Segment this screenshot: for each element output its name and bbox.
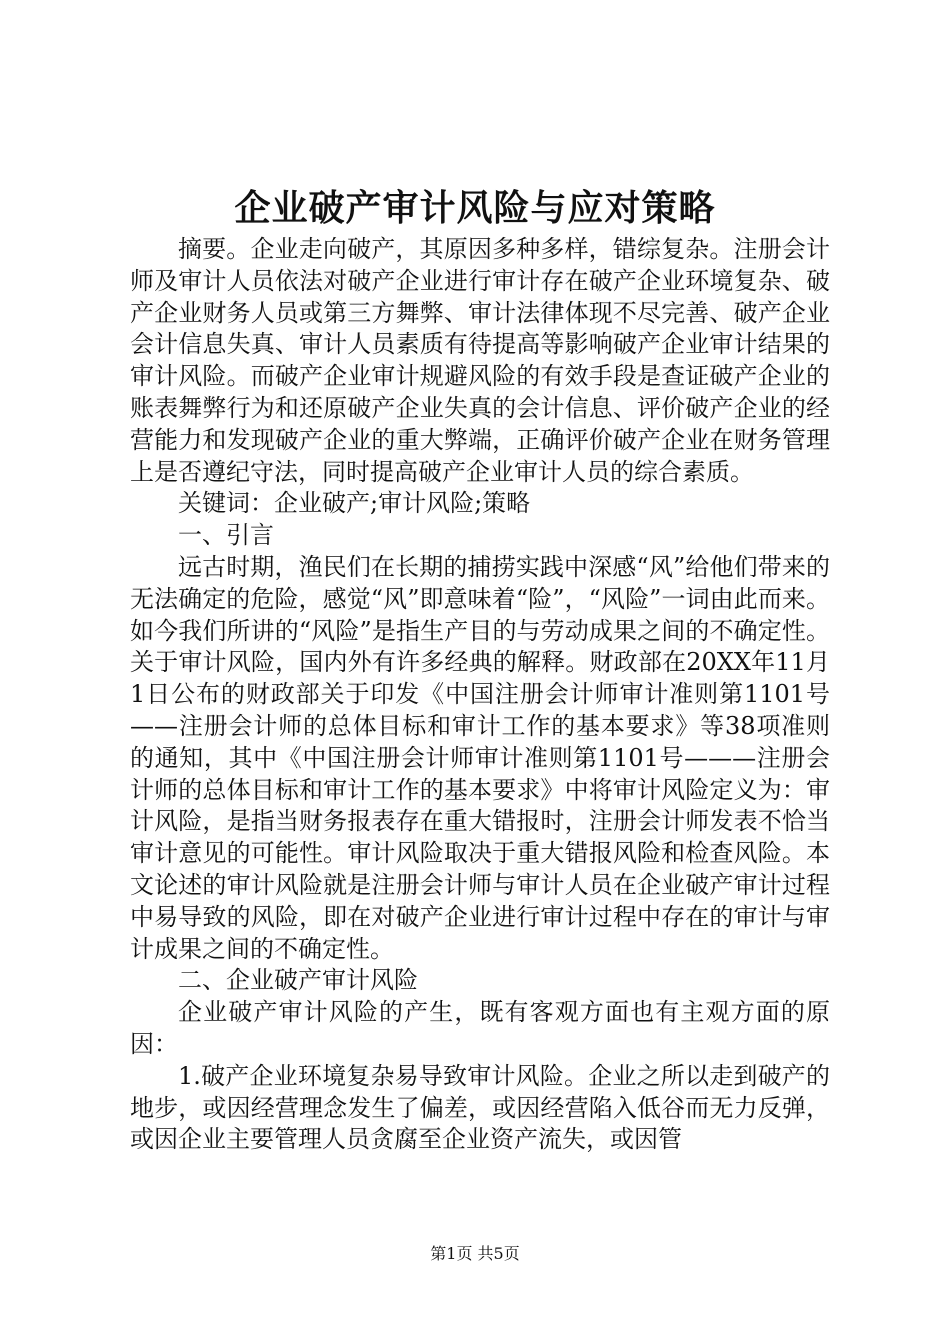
section-heading-audit-risk: 二、企业破产审计风险 bbox=[178, 966, 418, 995]
audit-risk-item-1-paragraph: 1.破产企业环境复杂易导致审计风险。企业之所以走到破产的地步，或因经营理念发生了偏差，或因经营陷入低谷而无力反弹，或因企业主要管理人员贪腐至企业资产流失，或因管 bbox=[130, 1061, 830, 1154]
audit-risk-paragraph: 企业破产审计风险的产生，既有客观方面也有主观方面的原因： bbox=[130, 998, 830, 1058]
page-number-footer: 第1页 共5页 bbox=[430, 1244, 520, 1263]
abstract-paragraph: 摘要。企业走向破产，其原因多种多样，错综复杂。注册会计师及审计人员依法对破产企业进行审计存在破产企业环境复杂、破产企业财务人员或第三方舞弊、审计法律体现不尽完善、破产企业会计信息失真、审计人员素质有待提高等影响破产企业审计结果的审计风险。而破产企业审计规避风险的有效手段是查证破产企业的账表舞弊行为和还原破产企业失真的会计信息、评价破产企业的经营能力和发现破产企业的重大弊端，正确评价破产企业在财务管理上是否遵纪守法，同时提高破产企业审计人员的综合素质。 bbox=[130, 235, 830, 486]
document-title: 企业破产审计风险与应对策略 bbox=[234, 187, 716, 229]
document-body bbox=[130, 234, 830, 1156]
introduction-paragraph: 远古时期，渔民们在长期的捕捞实践中深感“风”给他们带来的无法确定的危险，感觉“风”即意味着“险”，“风险”一词由此而来。如今我们所讲的“风险”是指生产目的与劳动成果之间的不确定性。关于审计风险，国内外有许多经典的解释。财政部在20XX年11月1日公布的财政部关于印发《中国注册会计师审计准则第1101号——注册会计师的总体目标和审计工作的基本要求》等38项准则的通知，其中《中国注册会计师审计准则第1101号———注册会计师的总体目标和审计工作的基本要求》中将审计风险定义为：审计风险，是指当财务报表存在重大错报时，注册会计师发表不恰当审计意见的可能性。审计风险取决于重大错报风险和检查风险。本文论述的审计风险就是注册会计师与审计人员在企业破产审计过程中易导致的风险，即在对破产企业进行审计过程中存在的审计与审计成果之间的不确定性。 bbox=[130, 552, 830, 963]
section-heading-introduction: 一、引言 bbox=[178, 521, 274, 550]
keywords-paragraph: 关键词：企业破产;审计风险;策略 bbox=[178, 489, 531, 518]
